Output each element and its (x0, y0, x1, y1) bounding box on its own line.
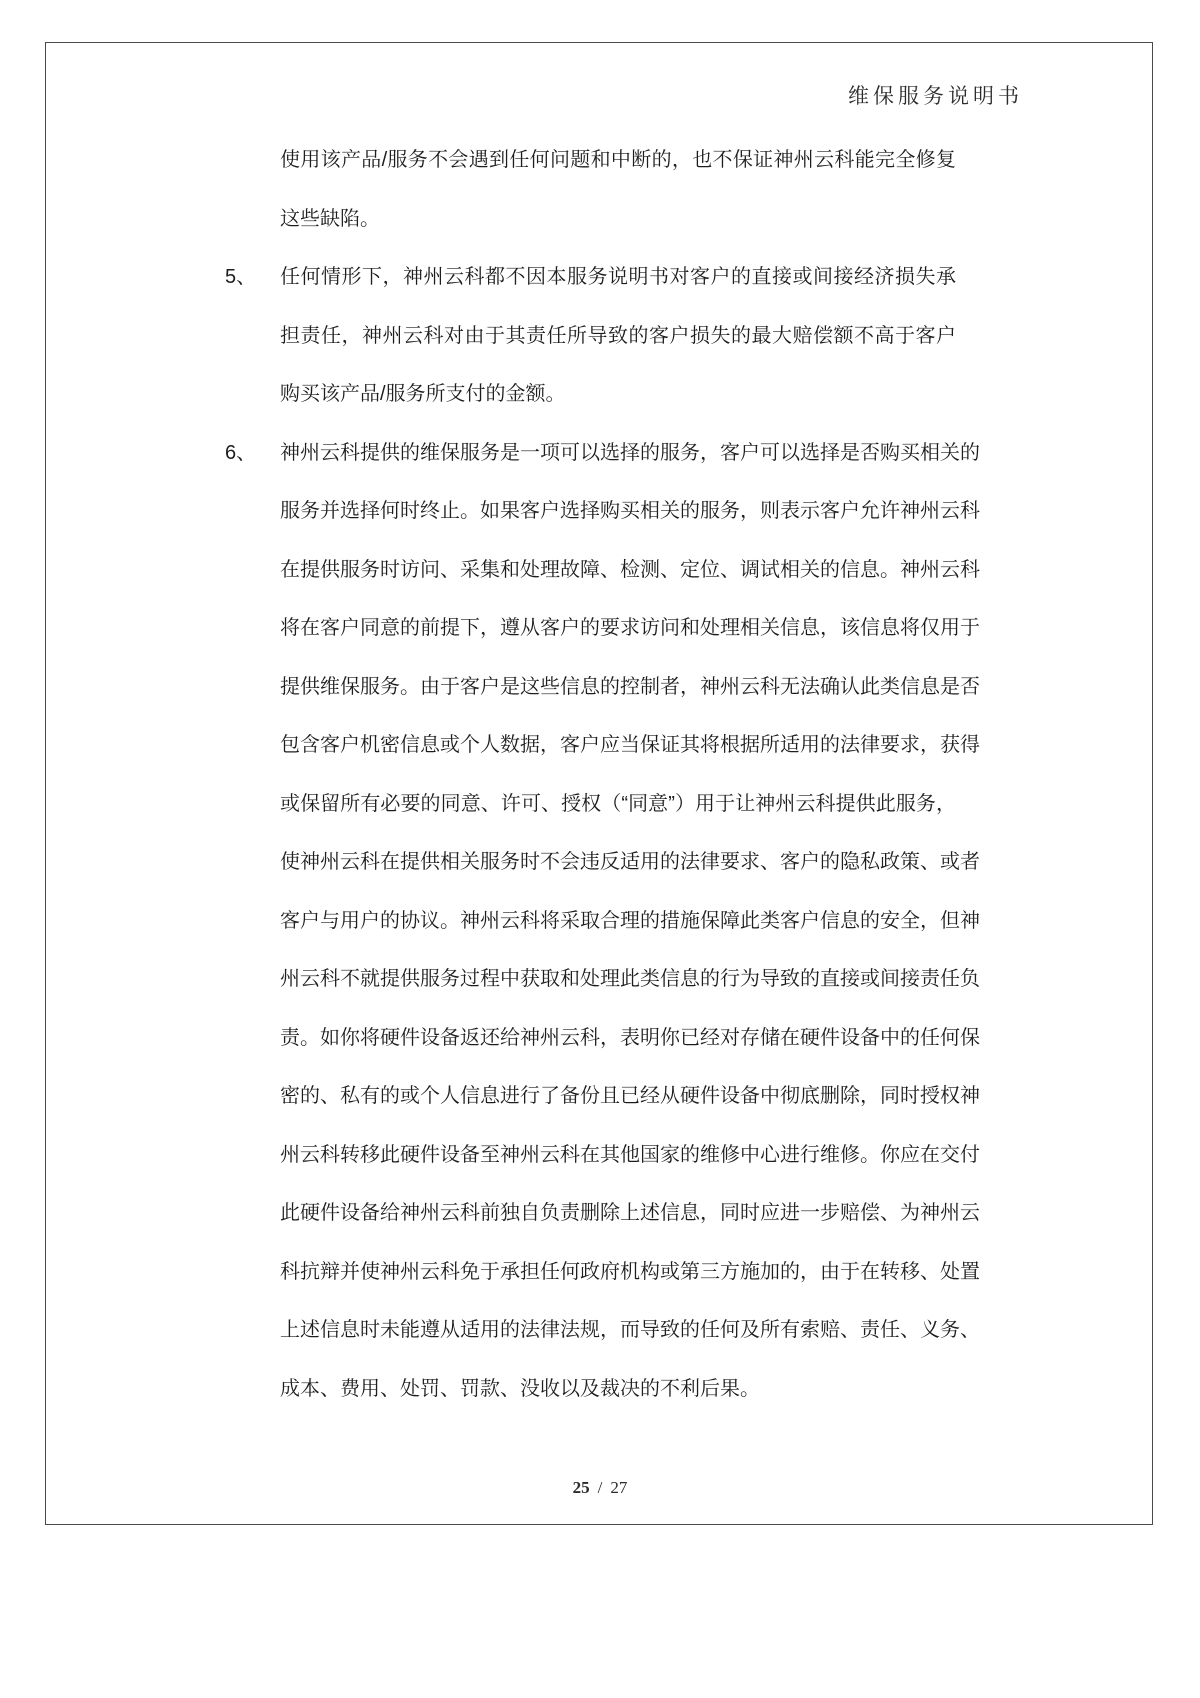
page-number-current: 25 (572, 1478, 590, 1497)
text-line: 使用该产品/服务不会遇到任何问题和中断的，也不保证神州云科能完全修复 (280, 149, 956, 171)
text-line: 上述信息时未能遵从适用的法律法规，而导致的任何及所有索赔、责任、义务、 (280, 1319, 980, 1341)
text-line: 这些缺陷。 (280, 207, 380, 230)
text-line: 神州云科提供的维保服务是一项可以选择的服务，客户可以选择是否购买相关的 (280, 441, 980, 464)
paragraph-continuation (280, 131, 956, 248)
text-line: 任何情形下，神州云科都不因本服务说明书对客户的直接或间接经济损失承 (280, 266, 956, 288)
text-line: 州云科转移此硬件设备至神州云科在其他国家的维修中心进行维修。你应在交付 (280, 1143, 980, 1166)
text-line: 在提供服务时访问、采集和处理故障、检测、定位、调试相关的信息。神州云科 (280, 558, 980, 581)
text-line: 提供维保服务。由于客户是这些信息的控制者，神州云科无法确认此类信息是否 (280, 675, 980, 698)
text-line: 科抗辩并使神州云科免于承担任何政府机构或第三方施加的，由于在转移、处置 (280, 1260, 980, 1283)
text-line: 购买该产品/服务所支付的金额。 (280, 383, 566, 405)
text-line: 此硬件设备给神州云科前独自负责删除上述信息，同时应进一步赔偿、为神州云 (280, 1202, 980, 1224)
page-header-title: 维保服务说明书 (848, 84, 1023, 108)
list-item-6 (225, 424, 980, 1419)
text-line: 责。如你将硬件设备返还给神州云科，表明你已经对存储在硬件设备中的任何保 (280, 1026, 980, 1049)
text-line: 包含客户机密信息或个人数据，客户应当保证其将根据所适用的法律要求，获得 (280, 734, 980, 756)
text-line: 服务并选择何时终止。如果客户选择购买相关的服务，则表示客户允许神州云科 (280, 500, 980, 522)
list-item-text (280, 248, 956, 424)
text-line: 或保留所有必要的同意、许可、授权（“同意”）用于让神州云科提供此服务， (280, 792, 956, 815)
page-footer (0, 1478, 1200, 1498)
text-line: 成本、费用、处罚、罚款、没收以及裁决的不利后果。 (280, 1377, 760, 1400)
page-number-total: 27 (610, 1478, 628, 1497)
list-item-number: 6、 (225, 441, 257, 464)
document-body (225, 131, 980, 1418)
text-line: 州云科不就提供服务过程中获取和处理此类信息的行为导致的直接或间接责任负 (280, 968, 980, 990)
list-item-5 (225, 248, 956, 424)
text-line: 密的、私有的或个人信息进行了备份且已经从硬件设备中彻底删除，同时授权神 (280, 1085, 980, 1107)
list-item-text (280, 424, 980, 1419)
text-line: 担责任，神州云科对由于其责任所导致的客户损失的最大赔偿额不高于客户 (280, 324, 956, 347)
page-number-separator: / (597, 1478, 603, 1497)
text-line: 将在客户同意的前提下，遵从客户的要求访问和处理相关信息，该信息将仅用于 (280, 617, 980, 639)
text-line: 使神州云科在提供相关服务时不会违反适用的法律要求、客户的隐私政策、或者 (280, 851, 980, 873)
list-item-number: 5、 (225, 266, 257, 288)
text-line: 客户与用户的协议。神州云科将采取合理的措施保障此类客户信息的安全，但神 (280, 909, 980, 932)
